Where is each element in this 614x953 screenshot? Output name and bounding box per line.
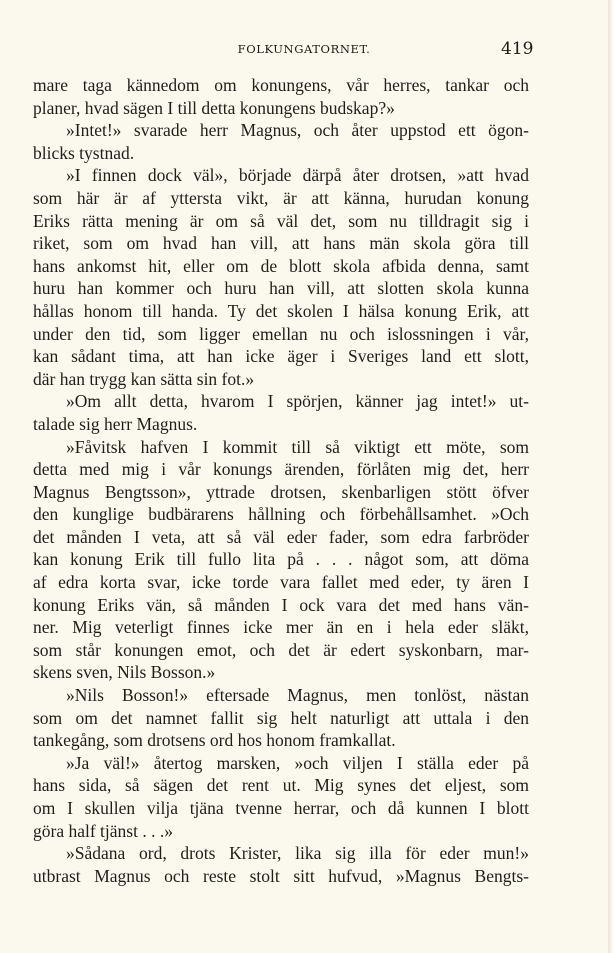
text-line: »Intet!» svarade herr Magnus, och åter uppstod ett ögon- (66, 120, 529, 141)
text-line: riket, som om hvad han vill, att hans män skola göra till (33, 233, 529, 254)
text-line: planer, hvad sägen I till detta konungens budskap?» (33, 97, 395, 118)
text-line: »Sådana ord, drots Krister, lika sig illa för eder mun!» (66, 843, 529, 864)
text-line: »Ja väl!» återtog marsken, »och viljen I ställa eder på (66, 752, 529, 773)
text-line: tankegång, som drotsens ord hos honom framkallat. (33, 730, 396, 751)
text-line: som här är af yttersta vikt, är att känna, hurudan konung (33, 187, 529, 208)
text-line: göra half tjänst . . .» (33, 820, 173, 841)
running-header: FOLKUNGATORNET. (237, 42, 371, 56)
text-line: den kunglige budbärarens hållning och förbehållsamhet. »Och (33, 504, 529, 525)
text-line: kan konung Erik till fullo lita på . . . något som, att döma (33, 549, 529, 570)
text-line: konung Eriks vän, så månden I ock vara det med hans vän- (33, 594, 529, 615)
page-number: 419 (501, 39, 534, 59)
text-line: mare taga kännedom om konungens, vår herres, tankar och (33, 75, 529, 95)
text-line: utbrast Magnus och reste stolt sitt hufvud, »Magnus Bengts- (33, 865, 529, 886)
text-line: »Om allt detta, hvarom I spörjen, känner jag intet!» ut- (66, 391, 529, 412)
text-line: talade sig herr Magnus. (33, 413, 198, 434)
text-line: hans sida, så sägen det rent ut. Mig synes det eljest, som (33, 775, 529, 796)
text-line: »Fåvitsk hafven I kommit till så viktigt ett möte, som (66, 436, 529, 457)
text-line: där han trygg kan sätta sin fot.» (33, 368, 255, 389)
text-line: hållas honom till handa. Ty det skolen I hälsa konung Erik, att (33, 300, 529, 321)
text-line: under den tid, som ligger emellan nu och islossningen i vår, (33, 323, 529, 344)
text-line: ner. Mig veterligt finnes icke mer än en i hela eder släkt, (33, 617, 529, 638)
text-line: hans ankomst hit, eller om de blott skola afbida denna, samt (33, 255, 529, 276)
page-edge (608, 0, 614, 953)
text-line: huru han kommer och huru han vill, att slotten skola kunna (33, 278, 529, 299)
text-line: Magnus Bengtsson», yttrade drotsen, skenbarligen stött öfver (33, 481, 529, 502)
text-line: Eriks rätta mening är om så väl det, som nu tilldragit sig i (33, 210, 529, 231)
text-line: skens sven, Nils Bosson.» (33, 662, 216, 683)
text-line: kan sådant tima, att han icke äger i Sveriges land ett slott, (33, 346, 529, 367)
text-line: som står konungen emot, och det är edert syskonbarn, mar- (33, 639, 529, 660)
text-line: om I skullen vilja tjäna tvenne herrar, och då kunnen I blott (33, 798, 529, 818)
body-text (33, 74, 529, 887)
text-line: af edra korta svar, icke torde vara fallet med eder, ty ären I (33, 572, 529, 593)
text-line: blicks tystnad. (33, 142, 135, 163)
text-line: detta med mig i vår konungs ärenden, förlåten mig det, herr (33, 459, 529, 480)
text-line: »Nils Bosson!» eftersade Magnus, men tonlöst, nästan (66, 685, 529, 706)
text-line: som om det namnet fallit sig helt naturligt att uttala i den (33, 707, 529, 728)
text-line: det månden I veta, att så väl eder fader, som edra farbröder (33, 526, 529, 547)
text-line: »I finnen dock väl», började därpå åter drotsen, »att hvad (66, 165, 529, 186)
